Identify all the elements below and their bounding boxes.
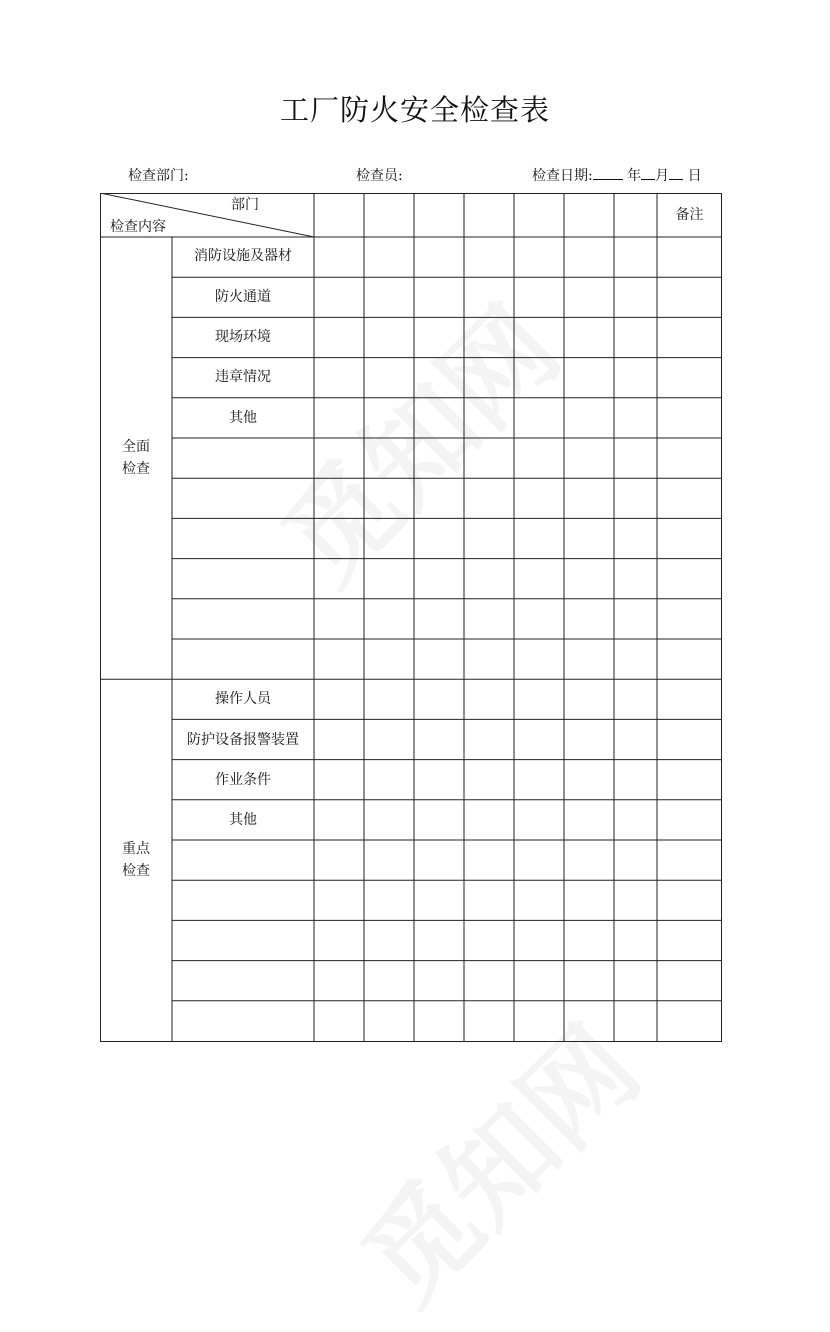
section-key-label: 重点 检查 <box>122 841 150 879</box>
header-content: 检查内容 <box>110 219 166 235</box>
month-blank[interactable] <box>641 166 655 180</box>
year-label: 年 <box>627 168 642 184</box>
month-label: 月 <box>655 168 670 184</box>
item-operators: 操作人员 <box>215 691 271 707</box>
dept-label: 检查部门: <box>128 168 189 184</box>
table-grid-lines <box>100 193 722 1042</box>
item-violations: 违章情况 <box>215 369 271 385</box>
item-other-1: 其他 <box>229 410 257 426</box>
date-field <box>532 165 702 185</box>
header-dept: 部门 <box>231 197 259 213</box>
date-label: 检查日期: <box>532 168 593 184</box>
item-fire-equipment: 消防设施及器材 <box>194 248 292 264</box>
year-blank[interactable] <box>593 166 623 180</box>
day-label: 日 <box>687 168 702 184</box>
item-other-2: 其他 <box>229 812 257 828</box>
item-work-conditions: 作业条件 <box>215 772 271 788</box>
day-blank[interactable] <box>669 166 683 180</box>
item-fire-passage: 防火通道 <box>215 289 271 305</box>
inspection-table <box>100 193 722 1042</box>
item-alarm-devices: 防护设备报警装置 <box>187 732 299 748</box>
inspector-label: 检查员: <box>356 168 403 184</box>
header-remark: 备注 <box>675 207 704 223</box>
page-title: 工厂防火安全检查表 <box>279 93 550 127</box>
section-full-label: 全面 检查 <box>122 439 150 477</box>
table-border <box>101 194 722 1042</box>
item-site-environment: 现场环境 <box>215 329 271 345</box>
